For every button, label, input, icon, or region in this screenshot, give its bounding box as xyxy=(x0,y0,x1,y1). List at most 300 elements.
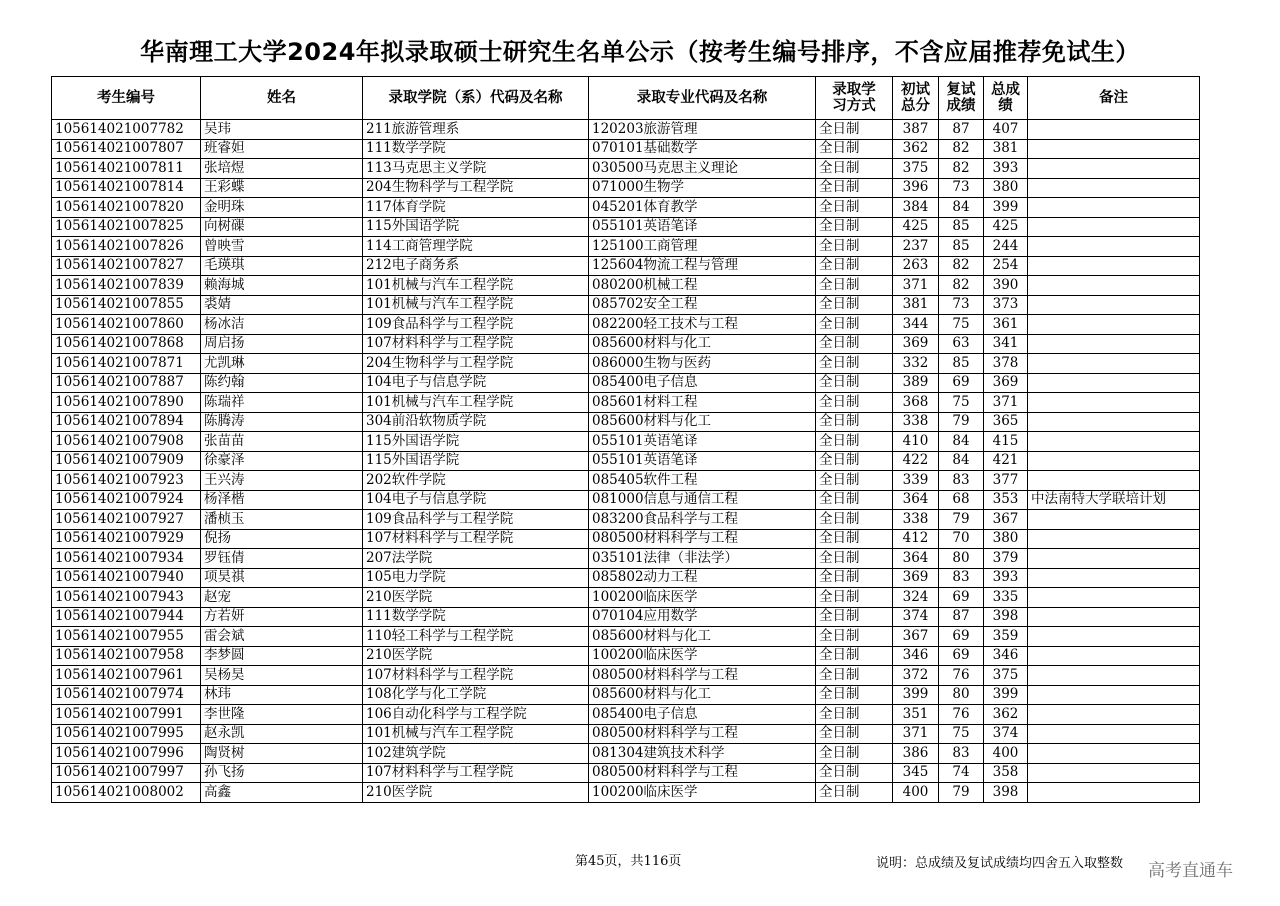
cell-major: 125604物流工程与管理 xyxy=(589,256,816,276)
cell-study-mode: 全日制 xyxy=(816,237,893,257)
cell-retest-score: 79 xyxy=(939,510,984,530)
table-row xyxy=(52,120,1200,140)
col-header-retest xyxy=(939,77,984,120)
cell-school: 106自动化科学与工程学院 xyxy=(363,705,589,725)
cell-study-mode: 全日制 xyxy=(816,315,893,335)
cell-prelim-score: 374 xyxy=(893,607,939,627)
cell-prelim-score: 346 xyxy=(893,646,939,666)
cell-prelim-score: 364 xyxy=(893,490,939,510)
cell-candidate-id: 105614021007934 xyxy=(52,549,201,569)
cell-candidate-id: 105614021007958 xyxy=(52,646,201,666)
cell-study-mode: 全日制 xyxy=(816,178,893,198)
table-row xyxy=(52,627,1200,647)
col-header-prelim-line1: 初试 xyxy=(901,82,930,98)
cell-total-score: 359 xyxy=(984,627,1028,647)
cell-school: 210医学院 xyxy=(363,588,589,608)
cell-note xyxy=(1028,432,1200,452)
cell-total-score: 399 xyxy=(984,685,1028,705)
cell-note xyxy=(1028,451,1200,471)
cell-major: 083200食品科学与工程 xyxy=(589,510,816,530)
cell-note xyxy=(1028,178,1200,198)
cell-prelim-score: 400 xyxy=(893,783,939,803)
cell-retest-score: 73 xyxy=(939,295,984,315)
cell-major: 125100工商管理 xyxy=(589,237,816,257)
cell-prelim-score: 371 xyxy=(893,276,939,296)
cell-prelim-score: 375 xyxy=(893,159,939,179)
table-row xyxy=(52,588,1200,608)
cell-retest-score: 75 xyxy=(939,393,984,413)
cell-study-mode: 全日制 xyxy=(816,607,893,627)
cell-study-mode: 全日制 xyxy=(816,295,893,315)
cell-name: 赵宠 xyxy=(201,588,363,608)
page-number: 第45页，共116页 xyxy=(575,854,682,869)
cell-prelim-score: 345 xyxy=(893,763,939,783)
cell-retest-score: 69 xyxy=(939,627,984,647)
cell-major: 055101英语笔译 xyxy=(589,217,816,237)
cell-note xyxy=(1028,217,1200,237)
cell-retest-score: 75 xyxy=(939,315,984,335)
cell-school: 101机械与汽车工程学院 xyxy=(363,393,589,413)
cell-note xyxy=(1028,334,1200,354)
cell-major: 055101英语笔译 xyxy=(589,451,816,471)
cell-note xyxy=(1028,529,1200,549)
cell-prelim-score: 384 xyxy=(893,198,939,218)
col-header-prelim-line2: 总分 xyxy=(901,98,930,114)
cell-major: 085601材料工程 xyxy=(589,393,816,413)
cell-retest-score: 74 xyxy=(939,763,984,783)
cell-retest-score: 79 xyxy=(939,783,984,803)
cell-name: 孙飞扬 xyxy=(201,763,363,783)
cell-name: 吴玮 xyxy=(201,120,363,140)
cell-total-score: 374 xyxy=(984,724,1028,744)
cell-candidate-id: 105614021007811 xyxy=(52,159,201,179)
cell-candidate-id: 105614021007860 xyxy=(52,315,201,335)
cell-school: 104电子与信息学院 xyxy=(363,490,589,510)
cell-major: 100200临床医学 xyxy=(589,588,816,608)
cell-name: 尤凯琳 xyxy=(201,354,363,374)
table-row xyxy=(52,724,1200,744)
cell-major: 045201体育教学 xyxy=(589,198,816,218)
cell-study-mode: 全日制 xyxy=(816,412,893,432)
table-row xyxy=(52,139,1200,159)
cell-name: 潘桢玉 xyxy=(201,510,363,530)
table-row xyxy=(52,373,1200,393)
cell-candidate-id: 105614021007940 xyxy=(52,568,201,588)
cell-prelim-score: 324 xyxy=(893,588,939,608)
cell-retest-score: 63 xyxy=(939,334,984,354)
col-header-school: 录取学院（系）代码及名称 xyxy=(363,77,589,120)
cell-study-mode: 全日制 xyxy=(816,373,893,393)
cell-total-score: 365 xyxy=(984,412,1028,432)
cell-total-score: 393 xyxy=(984,568,1028,588)
cell-prelim-score: 368 xyxy=(893,393,939,413)
cell-total-score: 380 xyxy=(984,178,1028,198)
cell-candidate-id: 105614021007890 xyxy=(52,393,201,413)
cell-note xyxy=(1028,685,1200,705)
cell-name: 罗钰倩 xyxy=(201,549,363,569)
cell-note xyxy=(1028,139,1200,159)
cell-candidate-id: 105614021007807 xyxy=(52,139,201,159)
cell-prelim-score: 386 xyxy=(893,744,939,764)
cell-school: 107材料科学与工程学院 xyxy=(363,666,589,686)
col-header-retest-line2: 成绩 xyxy=(946,98,976,114)
cell-prelim-score: 396 xyxy=(893,178,939,198)
cell-name: 倪扬 xyxy=(201,529,363,549)
cell-name: 班睿妲 xyxy=(201,139,363,159)
cell-note xyxy=(1028,412,1200,432)
cell-note xyxy=(1028,666,1200,686)
cell-note xyxy=(1028,315,1200,335)
cell-retest-score: 76 xyxy=(939,666,984,686)
cell-note xyxy=(1028,120,1200,140)
cell-note xyxy=(1028,568,1200,588)
cell-major: 085400电子信息 xyxy=(589,705,816,725)
cell-candidate-id: 105614021007826 xyxy=(52,237,201,257)
cell-prelim-score: 344 xyxy=(893,315,939,335)
cell-candidate-id: 105614021007782 xyxy=(52,120,201,140)
cell-retest-score: 68 xyxy=(939,490,984,510)
cell-candidate-id: 105614021007997 xyxy=(52,763,201,783)
cell-total-score: 415 xyxy=(984,432,1028,452)
cell-name: 王彩蝶 xyxy=(201,178,363,198)
cell-name: 方若妍 xyxy=(201,607,363,627)
cell-name: 雷会斌 xyxy=(201,627,363,647)
cell-prelim-score: 425 xyxy=(893,217,939,237)
cell-retest-score: 87 xyxy=(939,120,984,140)
cell-note xyxy=(1028,256,1200,276)
cell-major: 082200轻工技术与工程 xyxy=(589,315,816,335)
cell-total-score: 398 xyxy=(984,607,1028,627)
cell-name: 张苗苗 xyxy=(201,432,363,452)
cell-school: 210医学院 xyxy=(363,646,589,666)
footer-note: 说明：总成绩及复试成绩均四舍五入取整数 xyxy=(876,856,1124,871)
cell-study-mode: 全日制 xyxy=(816,685,893,705)
cell-major: 085405软件工程 xyxy=(589,471,816,491)
cell-candidate-id: 105614021007996 xyxy=(52,744,201,764)
cell-retest-score: 85 xyxy=(939,237,984,257)
cell-candidate-id: 105614021007868 xyxy=(52,334,201,354)
cell-study-mode: 全日制 xyxy=(816,490,893,510)
cell-prelim-score: 410 xyxy=(893,432,939,452)
cell-note xyxy=(1028,705,1200,725)
cell-major: 100200临床医学 xyxy=(589,646,816,666)
cell-prelim-score: 387 xyxy=(893,120,939,140)
cell-note xyxy=(1028,783,1200,803)
cell-total-score: 371 xyxy=(984,393,1028,413)
cell-candidate-id: 105614021007929 xyxy=(52,529,201,549)
cell-name: 赖海城 xyxy=(201,276,363,296)
cell-note xyxy=(1028,627,1200,647)
col-header-prelim xyxy=(893,77,939,120)
cell-study-mode: 全日制 xyxy=(816,120,893,140)
cell-prelim-score: 372 xyxy=(893,666,939,686)
cell-study-mode: 全日制 xyxy=(816,705,893,725)
cell-study-mode: 全日制 xyxy=(816,256,893,276)
cell-study-mode: 全日制 xyxy=(816,276,893,296)
cell-study-mode: 全日制 xyxy=(816,139,893,159)
cell-school: 204生物科学与工程学院 xyxy=(363,178,589,198)
cell-prelim-score: 339 xyxy=(893,471,939,491)
cell-prelim-score: 338 xyxy=(893,412,939,432)
table-row xyxy=(52,295,1200,315)
col-header-total xyxy=(984,77,1028,120)
col-header-mode xyxy=(816,77,893,120)
col-header-note: 备注 xyxy=(1028,77,1200,120)
cell-school: 109食品科学与工程学院 xyxy=(363,315,589,335)
cell-prelim-score: 369 xyxy=(893,568,939,588)
cell-name: 陈约翰 xyxy=(201,373,363,393)
table-row xyxy=(52,178,1200,198)
cell-total-score: 378 xyxy=(984,354,1028,374)
cell-school: 113马克思主义学院 xyxy=(363,159,589,179)
cell-note xyxy=(1028,295,1200,315)
cell-major: 030500马克思主义理论 xyxy=(589,159,816,179)
cell-name: 徐豪泽 xyxy=(201,451,363,471)
cell-name: 裘婧 xyxy=(201,295,363,315)
cell-total-score: 254 xyxy=(984,256,1028,276)
col-header-id: 考生编号 xyxy=(52,77,201,120)
cell-major: 085702安全工程 xyxy=(589,295,816,315)
cell-school: 117体育学院 xyxy=(363,198,589,218)
cell-retest-score: 79 xyxy=(939,412,984,432)
table-row xyxy=(52,334,1200,354)
cell-school: 304前沿软物质学院 xyxy=(363,412,589,432)
cell-school: 115外国语学院 xyxy=(363,451,589,471)
cell-name: 杨泽楷 xyxy=(201,490,363,510)
cell-prelim-score: 263 xyxy=(893,256,939,276)
cell-prelim-score: 338 xyxy=(893,510,939,530)
cell-note xyxy=(1028,588,1200,608)
cell-name: 王兴涛 xyxy=(201,471,363,491)
cell-prelim-score: 367 xyxy=(893,627,939,647)
cell-name: 张培煜 xyxy=(201,159,363,179)
cell-note xyxy=(1028,373,1200,393)
cell-total-score: 346 xyxy=(984,646,1028,666)
table-header-row xyxy=(52,77,1200,120)
cell-candidate-id: 105614021007871 xyxy=(52,354,201,374)
cell-retest-score: 76 xyxy=(939,705,984,725)
cell-name: 陈瑞祥 xyxy=(201,393,363,413)
cell-total-score: 341 xyxy=(984,334,1028,354)
cell-school: 111数学学院 xyxy=(363,139,589,159)
cell-retest-score: 83 xyxy=(939,568,984,588)
cell-prelim-score: 381 xyxy=(893,295,939,315)
cell-candidate-id: 105614021007944 xyxy=(52,607,201,627)
cell-study-mode: 全日制 xyxy=(816,217,893,237)
cell-school: 105电力学院 xyxy=(363,568,589,588)
cell-major: 080500材料科学与工程 xyxy=(589,666,816,686)
cell-major: 085802动力工程 xyxy=(589,568,816,588)
cell-school: 107材料科学与工程学院 xyxy=(363,334,589,354)
admission-table xyxy=(51,76,1200,803)
cell-retest-score: 82 xyxy=(939,139,984,159)
cell-prelim-score: 351 xyxy=(893,705,939,725)
cell-major: 085600材料与化工 xyxy=(589,412,816,432)
cell-total-score: 369 xyxy=(984,373,1028,393)
cell-study-mode: 全日制 xyxy=(816,666,893,686)
cell-total-score: 380 xyxy=(984,529,1028,549)
cell-school: 110轻工科学与工程学院 xyxy=(363,627,589,647)
cell-prelim-score: 412 xyxy=(893,529,939,549)
cell-total-score: 398 xyxy=(984,783,1028,803)
col-header-retest-line1: 复试 xyxy=(946,82,976,98)
cell-major: 120203旅游管理 xyxy=(589,120,816,140)
table-row xyxy=(52,490,1200,510)
cell-retest-score: 83 xyxy=(939,471,984,491)
cell-note xyxy=(1028,471,1200,491)
cell-study-mode: 全日制 xyxy=(816,568,893,588)
cell-school: 204生物科学与工程学院 xyxy=(363,354,589,374)
cell-candidate-id: 105614021008002 xyxy=(52,783,201,803)
cell-school: 115外国语学院 xyxy=(363,217,589,237)
cell-note xyxy=(1028,646,1200,666)
cell-study-mode: 全日制 xyxy=(816,529,893,549)
cell-candidate-id: 105614021007995 xyxy=(52,724,201,744)
cell-total-score: 358 xyxy=(984,763,1028,783)
cell-name: 向树磲 xyxy=(201,217,363,237)
cell-note xyxy=(1028,763,1200,783)
table-row xyxy=(52,568,1200,588)
cell-name: 周启扬 xyxy=(201,334,363,354)
cell-retest-score: 82 xyxy=(939,159,984,179)
cell-total-score: 393 xyxy=(984,159,1028,179)
cell-candidate-id: 105614021007943 xyxy=(52,588,201,608)
cell-major: 080500材料科学与工程 xyxy=(589,763,816,783)
cell-major: 085600材料与化工 xyxy=(589,627,816,647)
cell-major: 080500材料科学与工程 xyxy=(589,529,816,549)
cell-retest-score: 69 xyxy=(939,588,984,608)
table-row xyxy=(52,354,1200,374)
cell-prelim-score: 332 xyxy=(893,354,939,374)
cell-major: 055101英语笔译 xyxy=(589,432,816,452)
table-row xyxy=(52,451,1200,471)
cell-study-mode: 全日制 xyxy=(816,198,893,218)
cell-prelim-score: 369 xyxy=(893,334,939,354)
cell-name: 高鑫 xyxy=(201,783,363,803)
cell-prelim-score: 422 xyxy=(893,451,939,471)
col-header-total-line2: 绩 xyxy=(998,98,1013,114)
table-row xyxy=(52,198,1200,218)
cell-candidate-id: 105614021007961 xyxy=(52,666,201,686)
table-row xyxy=(52,276,1200,296)
cell-school: 107材料科学与工程学院 xyxy=(363,529,589,549)
cell-total-score: 335 xyxy=(984,588,1028,608)
cell-study-mode: 全日制 xyxy=(816,510,893,530)
table-row xyxy=(52,256,1200,276)
cell-study-mode: 全日制 xyxy=(816,334,893,354)
cell-candidate-id: 105614021007814 xyxy=(52,178,201,198)
cell-candidate-id: 105614021007887 xyxy=(52,373,201,393)
cell-school: 202软件学院 xyxy=(363,471,589,491)
cell-study-mode: 全日制 xyxy=(816,724,893,744)
cell-note xyxy=(1028,393,1200,413)
cell-school: 101机械与汽车工程学院 xyxy=(363,724,589,744)
col-header-major: 录取专业代码及名称 xyxy=(589,77,816,120)
cell-study-mode: 全日制 xyxy=(816,646,893,666)
cell-name: 杨冰洁 xyxy=(201,315,363,335)
cell-total-score: 367 xyxy=(984,510,1028,530)
cell-major: 085400电子信息 xyxy=(589,373,816,393)
cell-name: 金明珠 xyxy=(201,198,363,218)
cell-prelim-score: 362 xyxy=(893,139,939,159)
cell-name: 李世隆 xyxy=(201,705,363,725)
cell-major: 086000生物与医药 xyxy=(589,354,816,374)
cell-candidate-id: 105614021007974 xyxy=(52,685,201,705)
table-row xyxy=(52,607,1200,627)
cell-total-score: 377 xyxy=(984,471,1028,491)
cell-total-score: 407 xyxy=(984,120,1028,140)
cell-retest-score: 70 xyxy=(939,529,984,549)
cell-note xyxy=(1028,354,1200,374)
cell-candidate-id: 105614021007955 xyxy=(52,627,201,647)
page-title: 华南理工大学2024年拟录取硕士研究生名单公示（按考生编号排序，不含应届推荐免试生） xyxy=(140,38,1140,66)
table-row xyxy=(52,315,1200,335)
cell-total-score: 375 xyxy=(984,666,1028,686)
cell-name: 毛瑛琪 xyxy=(201,256,363,276)
cell-total-score: 361 xyxy=(984,315,1028,335)
table-row xyxy=(52,705,1200,725)
table-row xyxy=(52,549,1200,569)
cell-candidate-id: 105614021007820 xyxy=(52,198,201,218)
cell-study-mode: 全日制 xyxy=(816,354,893,374)
cell-school: 111数学学院 xyxy=(363,607,589,627)
table-row xyxy=(52,666,1200,686)
cell-retest-score: 80 xyxy=(939,549,984,569)
table-row xyxy=(52,159,1200,179)
cell-candidate-id: 105614021007894 xyxy=(52,412,201,432)
cell-school: 107材料科学与工程学院 xyxy=(363,763,589,783)
cell-prelim-score: 237 xyxy=(893,237,939,257)
cell-retest-score: 73 xyxy=(939,178,984,198)
cell-school: 108化学与化工学院 xyxy=(363,685,589,705)
table-body xyxy=(52,120,1200,803)
cell-major: 100200临床医学 xyxy=(589,783,816,803)
cell-major: 085600材料与化工 xyxy=(589,334,816,354)
table-row xyxy=(52,510,1200,530)
cell-study-mode: 全日制 xyxy=(816,783,893,803)
cell-note xyxy=(1028,549,1200,569)
cell-prelim-score: 399 xyxy=(893,685,939,705)
cell-note xyxy=(1028,198,1200,218)
cell-study-mode: 全日制 xyxy=(816,763,893,783)
cell-name: 吴杨昊 xyxy=(201,666,363,686)
cell-note xyxy=(1028,276,1200,296)
cell-prelim-score: 389 xyxy=(893,373,939,393)
cell-school: 109食品科学与工程学院 xyxy=(363,510,589,530)
cell-note xyxy=(1028,237,1200,257)
cell-candidate-id: 105614021007908 xyxy=(52,432,201,452)
cell-study-mode: 全日制 xyxy=(816,744,893,764)
table-row xyxy=(52,685,1200,705)
cell-major: 080500材料科学与工程 xyxy=(589,724,816,744)
cell-total-score: 390 xyxy=(984,276,1028,296)
table-row xyxy=(52,783,1200,803)
cell-school: 207法学院 xyxy=(363,549,589,569)
table-row xyxy=(52,471,1200,491)
cell-note xyxy=(1028,159,1200,179)
cell-candidate-id: 105614021007923 xyxy=(52,471,201,491)
cell-retest-score: 84 xyxy=(939,198,984,218)
cell-retest-score: 84 xyxy=(939,451,984,471)
cell-school: 101机械与汽车工程学院 xyxy=(363,295,589,315)
cell-study-mode: 全日制 xyxy=(816,627,893,647)
table-row xyxy=(52,217,1200,237)
cell-retest-score: 84 xyxy=(939,432,984,452)
cell-total-score: 399 xyxy=(984,198,1028,218)
cell-total-score: 379 xyxy=(984,549,1028,569)
cell-study-mode: 全日制 xyxy=(816,471,893,491)
cell-note xyxy=(1028,744,1200,764)
